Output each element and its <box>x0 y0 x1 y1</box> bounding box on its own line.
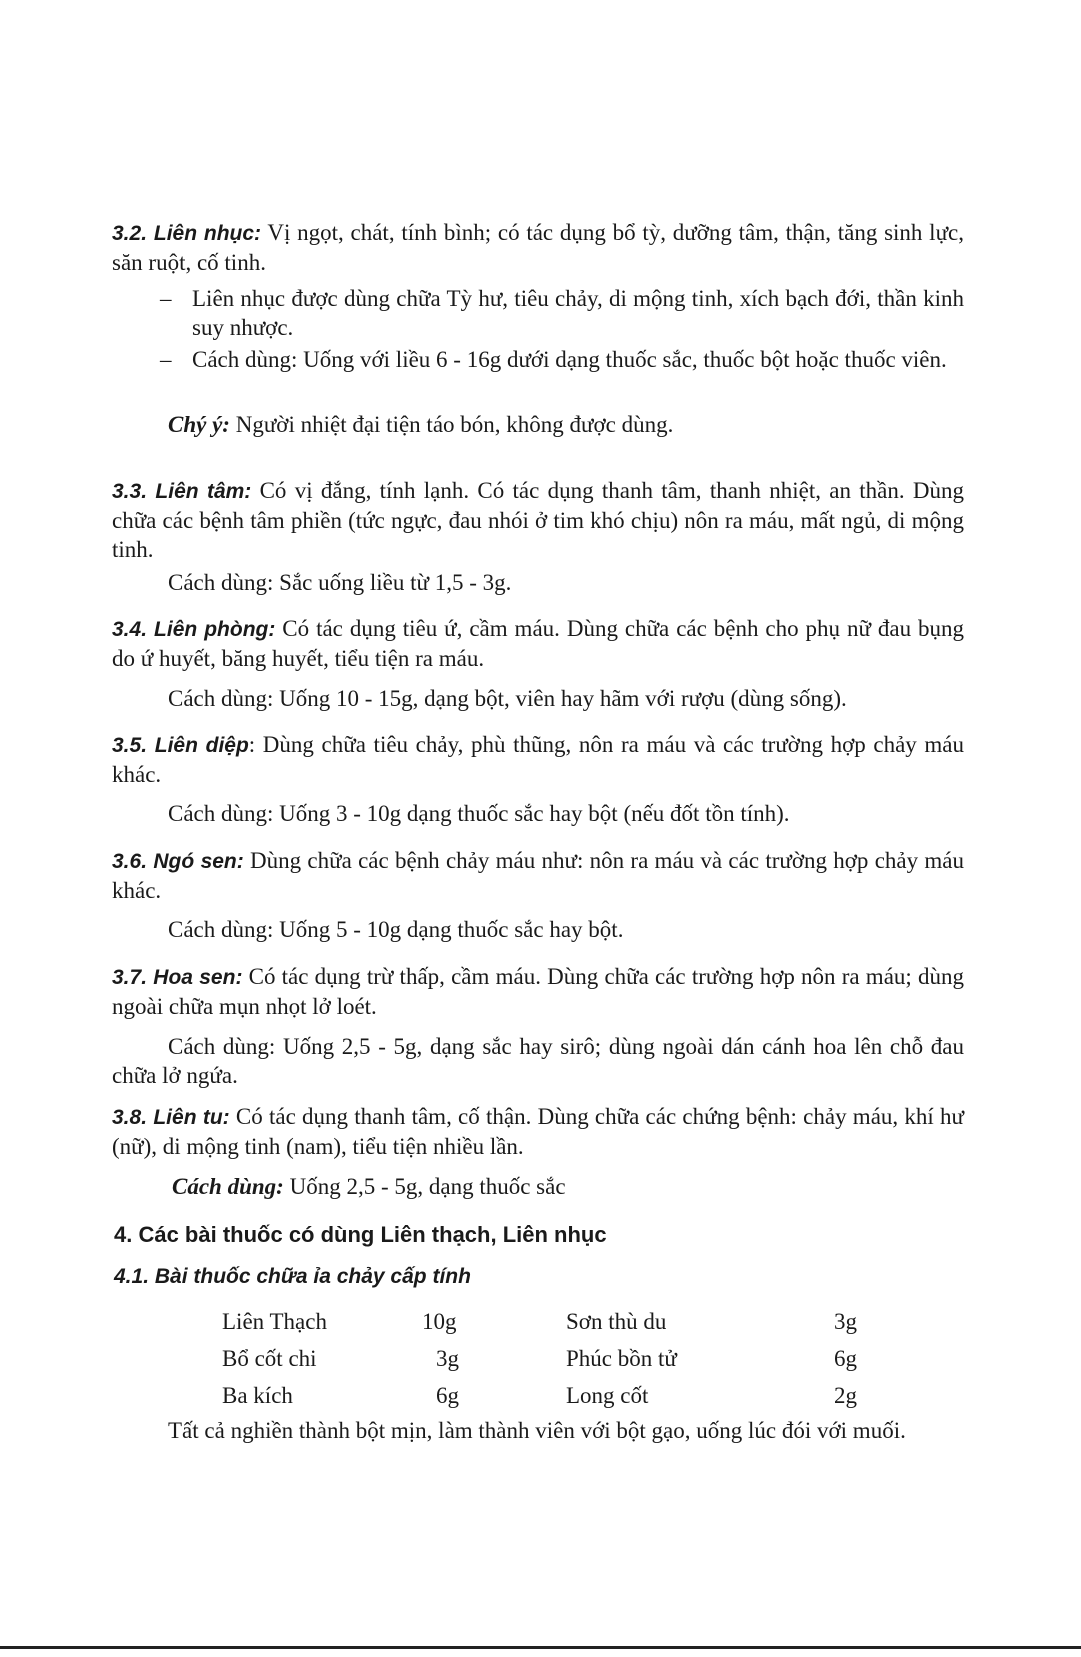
section-3-6-text: Dùng chữa các bệnh chảy máu như: nôn ra máu và các trường hợp chảy máu khác. <box>112 848 964 903</box>
herb-name: Sơn thù du <box>566 1309 667 1334</box>
note-text: Người nhiệt đại tiện táo bón, không được dùng. <box>229 412 674 437</box>
section-3-8-paragraph <box>112 1102 964 1161</box>
herb-dose: 10g <box>422 1309 457 1334</box>
section-3-7-usage: Cách dùng: Uống 2,5 - 5g, dạng sắc hay sirô; dùng ngoài dán cánh hoa lên chỗ đau chữa lở ngứa. <box>112 1034 964 1088</box>
usage-text: Uống 2,5 - 5g, dạng thuốc sắc <box>283 1174 566 1199</box>
section-3-7-text: Có tác dụng trừ thấp, cầm máu. Dùng chữa các trường hợp nôn ra máu; dùng ngoài chữa mụn nhọt lở loét. <box>112 964 964 1019</box>
section-3-3-text: Có vị đắng, tính lạnh. Có tác dụng thanh tâm, thanh nhiệt, an thần. Dùng chữa các bệnh tâm phiền (tức ngực, đau nhói ở tim khó chịu) nôn ra máu, mất ngủ, di mộng tinh. <box>112 478 965 562</box>
section-4-1-title: 4.1. Bài thuốc chữa ỉa chảy cấp tính <box>114 1265 471 1288</box>
note-label: Chý ý: <box>168 412 230 437</box>
section-3-2-bullet-1 <box>160 284 964 342</box>
table-row <box>222 1303 894 1340</box>
herb-name: Liên Thạch <box>222 1309 327 1334</box>
section-3-6-usage: Cách dùng: Uống 5 - 10g dạng thuốc sắc hay bột. <box>168 917 624 942</box>
section-3-2-paragraph <box>112 218 964 277</box>
section-3-7-paragraph <box>112 962 964 1021</box>
page-bottom-border <box>0 1646 1081 1649</box>
section-3-6-heading: 3.6. Ngó sen: <box>112 850 244 873</box>
section-3-3-usage: Cách dùng: Sắc uống liều từ 1,5 - 3g. <box>168 570 512 595</box>
herb-dose: 3g <box>834 1309 857 1334</box>
section-3-2-bullet-2 <box>160 345 964 374</box>
dash-bullet: – <box>160 286 172 311</box>
section-3-8-heading: 3.8. Liên tu: <box>112 1106 230 1129</box>
section-3-4-heading: 3.4. Liên phòng: <box>112 618 276 641</box>
section-3-5-usage: Cách dùng: Uống 3 - 10g dạng thuốc sắc hay bột (nếu đốt tồn tính). <box>168 801 790 826</box>
section-3-5-paragraph <box>112 730 964 789</box>
section-3-2-text: Vị ngọt, chát, tính bình; có tác dụng bổ tỳ, dưỡng tâm, thận, tăng sinh lực, săn ruột, cố tinh. <box>112 220 964 275</box>
section-3-8-text: Có tác dụng thanh tâm, cố thận. Dùng chữa các chứng bệnh: chảy máu, khí hư (nữ), di mộng tinh (nam), tiểu tiện nhiều lần. <box>112 1104 964 1159</box>
section-3-4-usage: Cách dùng: Uống 10 - 15g, dạng bột, viên hay hãm với rượu (dùng sống). <box>168 686 847 711</box>
section-4-title: 4. Các bài thuốc có dùng Liên thạch, Liên nhục <box>114 1222 607 1247</box>
herb-name: Bổ cốt chi <box>222 1346 317 1371</box>
section-3-4-text: Có tác dụng tiêu ứ, cầm máu. Dùng chữa các bệnh cho phụ nữ đau bụng do ứ huyết, băng huyết, tiểu tiện ra máu. <box>112 616 965 671</box>
section-3-6-paragraph <box>112 846 964 905</box>
recipe-table <box>222 1303 894 1414</box>
table-row <box>222 1377 894 1414</box>
section-3-7-heading: 3.7. Hoa sen: <box>112 966 243 989</box>
recipe-instructions: Tất cả nghiền thành bột mịn, làm thành viên với bột gạo, uống lúc đói với muối. <box>168 1418 906 1443</box>
herb-dose: 6g <box>436 1383 459 1408</box>
section-3-3-paragraph <box>112 476 964 564</box>
herb-name: Long cốt <box>566 1383 649 1408</box>
section-3-2-note <box>168 410 964 439</box>
bullet-2-text: Cách dùng: Uống với liều 6 - 16g dưới dạng thuốc sắc, thuốc bột hoặc thuốc viên. <box>192 347 947 372</box>
section-3-5-heading: 3.5. Liên diệp <box>112 734 249 757</box>
herb-name: Ba kích <box>222 1383 293 1408</box>
herb-name: Phúc bồn tử <box>566 1346 677 1371</box>
usage-label: Cách dùng: <box>172 1174 284 1199</box>
dash-bullet: – <box>160 347 172 372</box>
table-row <box>222 1340 894 1377</box>
herb-dose: 2g <box>834 1383 857 1408</box>
bullet-1-text: Liên nhục được dùng chữa Tỳ hư, tiêu chảy, di mộng tinh, xích bạch đới, thần kinh suy nhược. <box>192 286 964 340</box>
section-3-5-text: : Dùng chữa tiêu chảy, phù thũng, nôn ra máu và các trường hợp chảy máu khác. <box>112 732 964 787</box>
herb-dose: 6g <box>834 1346 857 1371</box>
section-3-4-paragraph <box>112 614 964 673</box>
herb-dose: 3g <box>436 1346 459 1371</box>
section-3-2-heading: 3.2. Liên nhục: <box>112 222 262 245</box>
section-3-8-usage <box>172 1172 964 1201</box>
section-3-3-heading: 3.3. Liên tâm: <box>112 480 252 503</box>
